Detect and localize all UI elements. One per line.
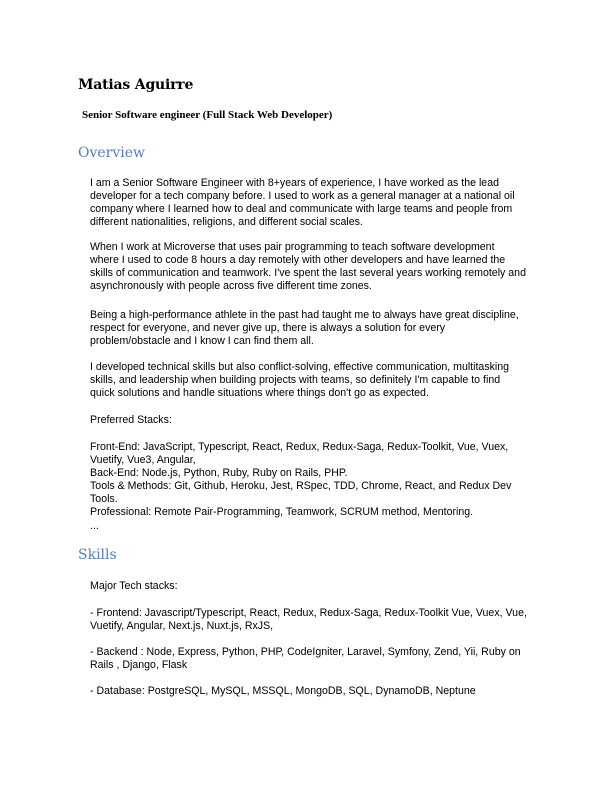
overview-paragraph-1: I am a Senior Software Engineer with 8+years of experience, I have worked as the lead developer for a tech company before. I used to work as a general manager at a national oil company where I learned how to deal and communicate with large teams and people from different nationalities, religions, and different social scales. [90,177,515,228]
preferred-stacks-label: Preferred Stacks: [90,414,172,426]
overview-paragraph-3: Being a high-performance athlete in the past had taught me to always have great discipline, respect for everyone, and never give up, there is always a solution for every problem/obstacle and I know I can find them all. [90,309,519,347]
major-stacks-label: Major Tech stacks: [90,580,178,592]
overview-heading: Overview [78,145,146,161]
overview-paragraph-2: When I work at Microverse that uses pair programming to teach software development where I used to code 8 hours a day remotely with other developers and have learned the skills of communication and teamwork. I've spent the last several years working remotely and asynchronously with people across five different time zones. [90,241,526,292]
skills-heading: Skills [78,547,117,563]
candidate-name: Matias Aguirre [78,77,194,93]
skills-database: - Database: PostgreSQL, MySQL, MSSQL, MongoDB, SQL, DynamoDB, Neptune [90,685,476,697]
overview-ellipsis: ... [90,520,99,532]
skills-backend: - Backend : Node, Express, Python, PHP, CodeIgniter, Laravel, Symfony, Zend, Yii, Ruby on Rails , Django, Flask [90,646,521,671]
preferred-stacks-list: Front-End: JavaScript, Typescript, React, Redux, Redux-Saga, Redux-Toolkit, Vue, Vuex, Vuetify, Vue3, Angular, Back-End: Node.js, Python, Ruby, Ruby on Rails, PHP. Tools & Methods: Git, Github, Heroku, Jest, RSpec, TDD, Chrome, React, and Redux Dev Tools. Professional: Remote Pair-Programming, Teamwork, SCRUM method, Mentoring. [90,441,512,518]
overview-paragraph-4: I developed technical skills but also conflict-solving, effective communication, multitasking skills, and leadership when building projects with teams, so definitely I'm capable to find quick solutions and handle situations where things don't go as expected. [90,361,510,399]
candidate-role: Senior Software engineer (Full Stack Web Developer) [82,109,333,121]
skills-frontend: - Frontend: Javascript/Typescript, React, Redux, Redux-Saga, Redux-Toolkit Vue, Vuex, Vue, Vuetify, Angular, Next.js, Nuxt.js, RxJS, [90,607,527,632]
